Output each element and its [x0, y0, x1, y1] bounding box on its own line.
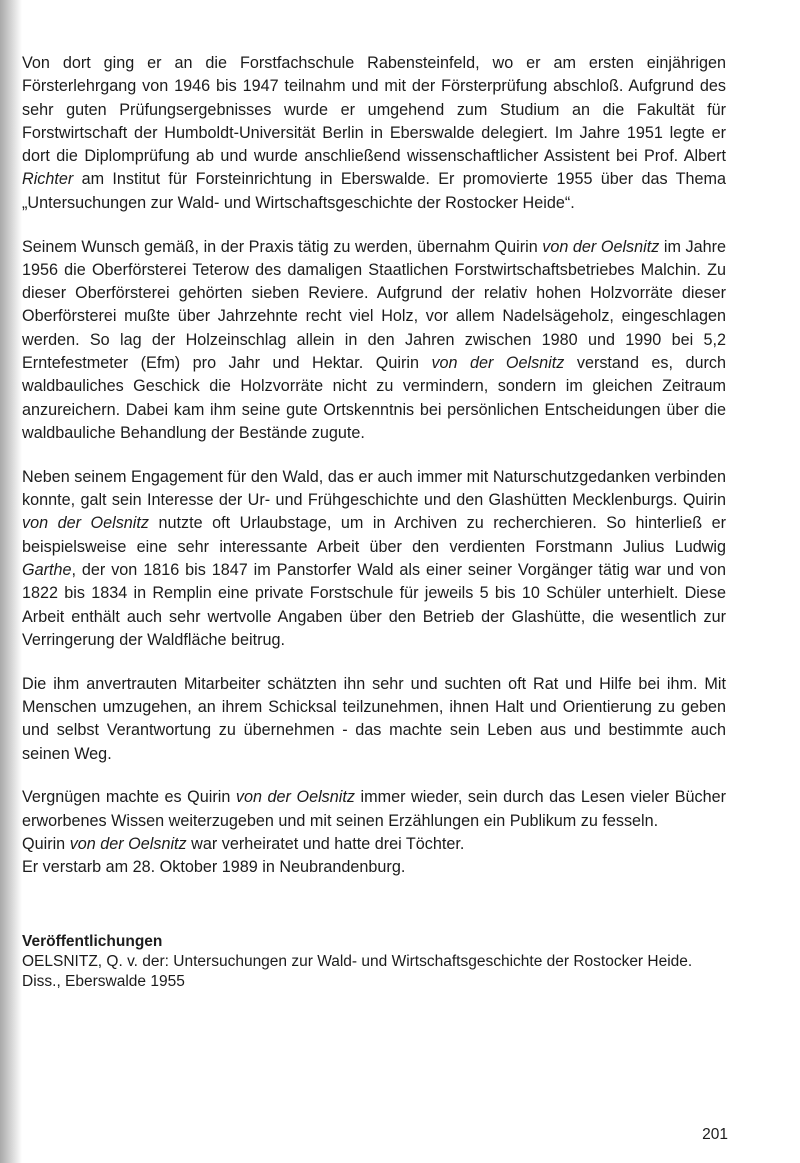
italic-name: von der Oelsnitz	[235, 788, 355, 807]
text-segment: am Institut für Forsteinrichtung in Eberswalde. Er promovierte 1955 über das Thema „Untersuchungen zur Wald- und Wirtschaftsgeschichte der Rostocker Heide“.	[22, 170, 726, 212]
paragraph	[22, 673, 726, 766]
italic-name: von der Oelsnitz	[542, 237, 660, 256]
text-segment: Vergnügen machte es Quirin	[22, 788, 236, 807]
paragraph	[22, 856, 726, 879]
paragraph	[22, 466, 726, 652]
paragraph	[22, 786, 726, 833]
text-segment: Von dort ging er an die Forstfachschule Rabensteinfeld, wo er am ersten einjährigen Försterlehrgang von 1946 bis 1947 teilnahm und mit der Försterprüfung abschloß. Aufgrund des sehr guten Prüfungsergebnisses wurde er umgehend zum Studium an die Fakultät für Forstwirtschaft der Humboldt-Universität Berlin in Eberswalde delegiert. Im Jahre 1951 legte er dort die Diplomprüfung ab und wurde anschließend wissenschaftlicher Assistent bei Prof. Albert	[22, 54, 726, 166]
italic-name: von der Oelsnitz	[431, 354, 565, 373]
text-segment: Er verstarb am 28. Oktober 1989 in Neubrandenburg.	[22, 858, 406, 877]
text-segment: , der von 1816 bis 1847 im Panstorfer Wald als einer seiner Vorgänger tätig war und von 1822 bis 1834 in Remplin eine private Forstschule für jeweils 5 bis 10 Schüler unterhielt. Diese Arbeit enthält auch sehr wertvolle Angaben über den Betrieb der Glashütte, die wesentlich zur Verringerung der Waldfläche beitrug.	[22, 560, 726, 649]
italic-name: Garthe	[22, 560, 72, 579]
text-segment: Quirin	[22, 834, 70, 853]
text-segment: Seinem Wunsch gemäß, in der Praxis tätig zu werden, übernahm Quirin	[22, 237, 543, 256]
italic-name: von der Oelsnitz	[69, 834, 187, 853]
paragraph	[22, 236, 726, 446]
text-segment: nutzte oft Urlaubstage, um in Archiven zu recherchieren. So hinterließ er beispielsweise eine sehr interessante Arbeit über den verdienten Forstmann Julius Ludwig	[22, 514, 727, 556]
paragraph	[22, 833, 726, 856]
publications-section	[22, 932, 726, 993]
paragraph	[22, 52, 726, 215]
page-body	[22, 52, 726, 993]
text-segment: immer wieder, sein durch das Lesen vieler Bücher erworbenes Wissen weiterzugeben und mit seinen Erzählungen ein Publikum zu fesseln.	[22, 788, 726, 830]
italic-name: von der Oelsnitz	[22, 514, 149, 533]
text-segment: war verheiratet und hatte drei Töchter.	[186, 834, 465, 853]
biography-text	[22, 52, 726, 880]
text-segment: Die ihm anvertrauten Mitarbeiter schätzten ihn sehr und suchten oft Rat und Hilfe bei ihm. Mit Menschen umzugehen, an ihrem Schicksal teilzunehmen, ihnen Halt und Orientierung zu geben und selbst Verantwortung zu übernehmen - das machte sein Leben aus und bestimmte auch seinen Weg.	[22, 674, 726, 763]
binding-shadow	[0, 0, 22, 1163]
italic-name: Richter	[22, 170, 74, 189]
page-number: 201	[702, 1126, 728, 1143]
text-segment: Neben seinem Engagement für den Wald, das er auch immer mit Naturschutzgedanken verbinden konnte, galt sein Interesse der Ur- und Frühgeschichte und den Glashütten Mecklenburgs. Quirin	[22, 467, 726, 510]
text-segment: verstand es, durch waldbauliches Geschick die Holzvorräte nicht zu vermindern, sondern im gleichen Zeitraum anzureichern. Dabei kam ihm seine gute Ortskenntnis bei persönlichen Entscheidungen über die waldbauliche Behandlung der Bestände zugute.	[22, 354, 726, 442]
text-segment: im Jahre 1956 die Oberförsterei Teterow des damaligen Staatlichen Forstwirtschaftsbetriebes Malchin. Zu dieser Oberförsterei gehörten sieben Reviere. Aufgrund der relativ hohen Holzvorräte dieser Oberförsterei mußte über Jahrzehnte recht viel Holz, vor allem Nadelsägeholz, eingeschlagen werden. So lag der Holzeinschlag allein in den Jahren zwischen 1980 und 1990 bei 5,2 Erntefestmeter (Efm) pro Jahr und Hektar. Quirin	[22, 237, 726, 373]
publications-heading: Veröffentlichungen	[22, 932, 163, 950]
publication-entry: OELSNITZ, Q. v. der: Untersuchungen zur Wald- und Wirtschaftsgeschichte der Rostocker Heide. Diss., Eberswalde 1955	[22, 952, 693, 990]
